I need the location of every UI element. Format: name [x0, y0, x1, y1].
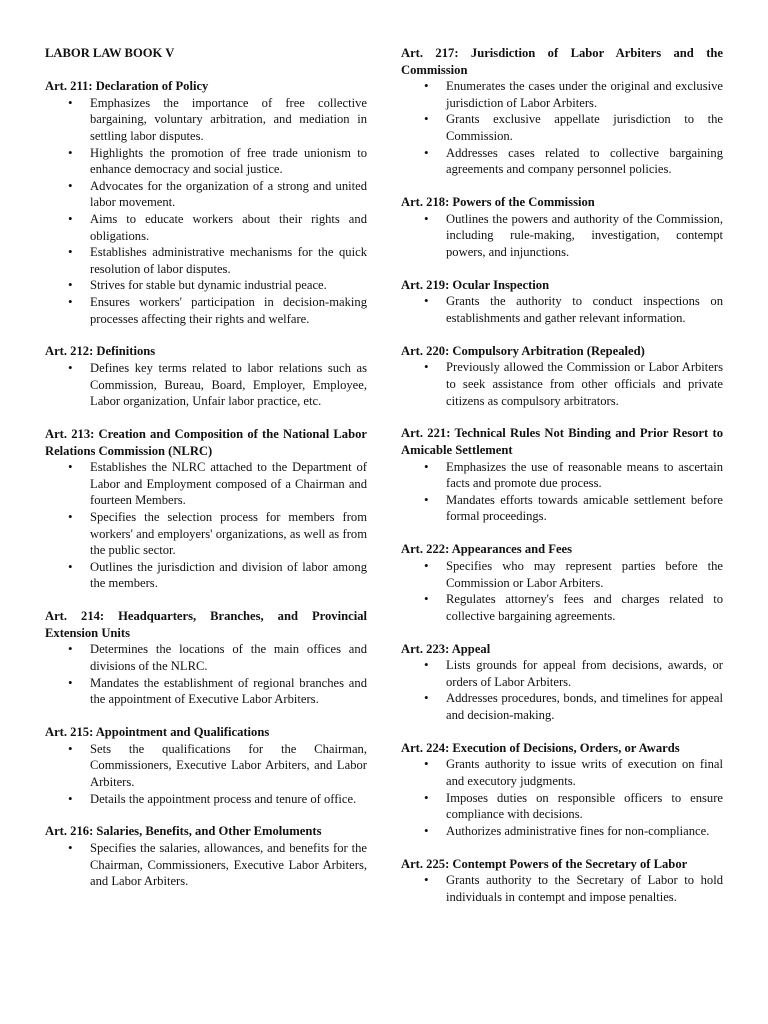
- bullet-item: • Regulates attorney's fees and charges related to collective bargaining agreements.: [401, 591, 723, 624]
- bullet-item: • Mandates efforts towards amicable settlement before formal proceedings.: [401, 492, 723, 525]
- bullet-list: [401, 459, 723, 525]
- bullet-item: • Ensures workers' participation in decision-making processes affecting their rights and welfare.: [45, 294, 367, 327]
- bullet-item: • Establishes administrative mechanisms for the quick resolution of labor disputes.: [45, 244, 367, 277]
- bullet-item: • Specifies the salaries, allowances, and benefits for the Chairman, Commissioners, Executive Labor Arbiters, and Labor Arbiters.: [45, 840, 367, 890]
- article-section: [401, 194, 723, 260]
- article-heading: Art. 217: Jurisdiction of Labor Arbiters and the Commission: [401, 46, 723, 77]
- article-heading: Art. 223: Appeal: [401, 641, 491, 656]
- bullet-item: • Enumerates the cases under the original and exclusive jurisdiction of Labor Arbiters.: [401, 78, 723, 111]
- bullet-list: [401, 558, 723, 624]
- article-section: [45, 608, 367, 708]
- bullet-item: • Grants authority to the Secretary of Labor to hold individuals in contempt and impose penalties.: [401, 872, 723, 905]
- left-column: [45, 45, 367, 906]
- bullet-item: • Emphasizes the use of reasonable means to ascertain facts and promote due process.: [401, 459, 723, 492]
- article-section: [401, 856, 723, 906]
- right-sections: [401, 45, 723, 906]
- bullet-item: • Determines the locations of the main offices and divisions of the NLRC.: [45, 641, 367, 674]
- bullet-item: • Grants the authority to conduct inspections on establishments and gather relevant information.: [401, 293, 723, 326]
- bullet-item: • Advocates for the organization of a strong and united labor movement.: [45, 178, 367, 211]
- bullet-list: [45, 95, 367, 327]
- article-heading: Art. 214: Headquarters, Branches, and Provincial Extension Units: [45, 609, 367, 640]
- bullet-item: • Specifies the selection process for members from workers' and employers' organizations, as well as from the public sector.: [45, 509, 367, 559]
- bullet-item: • Sets the qualifications for the Chairman, Commissioners, Executive Labor Arbiters, and Labor Arbiters.: [45, 741, 367, 791]
- bullet-item: • Details the appointment process and tenure of office.: [45, 791, 367, 808]
- article-section: [45, 78, 367, 327]
- bullet-list: [401, 657, 723, 723]
- article-section: [401, 277, 723, 327]
- article-heading: Art. 220: Compulsory Arbitration (Repealed): [401, 343, 645, 358]
- bullet-item: • Addresses cases related to collective bargaining agreements and company personnel policies.: [401, 145, 723, 178]
- article-section: [45, 724, 367, 807]
- article-section: [401, 541, 723, 624]
- bullet-item: • Lists grounds for appeal from decisions, awards, or orders of Labor Arbiters.: [401, 657, 723, 690]
- document-title: LABOR LAW BOOK V: [45, 46, 175, 60]
- article-section: [45, 426, 367, 592]
- bullet-list: [401, 756, 723, 839]
- bullet-list: [401, 872, 723, 905]
- article-section: [401, 425, 723, 525]
- bullet-item: • Previously allowed the Commission or Labor Arbiters to seek assistance from other officials and private citizens as compulsory arbitrators.: [401, 359, 723, 409]
- bullet-item: • Establishes the NLRC attached to the Department of Labor and Employment composed of a Chairman and fourteen Members.: [45, 459, 367, 509]
- bullet-item: • Emphasizes the importance of free collective bargaining, voluntary arbitration, and mediation in settling labor disputes.: [45, 95, 367, 145]
- article-section: [401, 343, 723, 409]
- article-heading: Art. 212: Definitions: [45, 344, 156, 359]
- article-heading: Art. 216: Salaries, Benefits, and Other Emoluments: [45, 824, 322, 839]
- article-heading: Art. 211: Declaration of Policy: [45, 79, 209, 94]
- bullet-item: • Imposes duties on responsible officers to ensure compliance with decisions.: [401, 790, 723, 823]
- bullet-item: • Authorizes administrative fines for non-compliance.: [401, 823, 723, 840]
- bullet-list: [45, 459, 367, 592]
- article-heading: Art. 225: Contempt Powers of the Secretary of Labor: [401, 856, 688, 871]
- bullet-item: • Addresses procedures, bonds, and timelines for appeal and decision-making.: [401, 690, 723, 723]
- bullet-item: • Highlights the promotion of free trade unionism to enhance democracy and social justice.: [45, 145, 367, 178]
- bullet-item: • Outlines the powers and authority of the Commission, including rule-making, investigation, contempt powers, and injunctions.: [401, 211, 723, 261]
- bullet-item: • Strives for stable but dynamic industrial peace.: [45, 277, 367, 294]
- bullet-list: [45, 840, 367, 890]
- bullet-item: • Specifies who may represent parties before the Commission or Labor Arbiters.: [401, 558, 723, 591]
- article-section: [401, 45, 723, 178]
- bullet-list: [45, 741, 367, 807]
- article-heading: Art. 219: Ocular Inspection: [401, 277, 550, 292]
- bullet-list: [401, 211, 723, 261]
- bullet-item: • Grants exclusive appellate jurisdiction to the Commission.: [401, 111, 723, 144]
- article-heading: Art. 213: Creation and Composition of the National Labor Relations Commission (NLRC): [45, 427, 367, 458]
- bullet-item: • Defines key terms related to labor relations such as Commission, Bureau, Board, Employer, Employee, Labor organization, Unfair labor practice, etc.: [45, 360, 367, 410]
- bullet-list: [401, 78, 723, 178]
- article-heading: Art. 222: Appearances and Fees: [401, 542, 573, 557]
- bullet-list: [401, 293, 723, 326]
- article-section: [401, 641, 723, 724]
- article-heading: Art. 215: Appointment and Qualifications: [45, 725, 270, 740]
- left-sections: [45, 78, 367, 890]
- bullet-list: [45, 360, 367, 410]
- article-section: [45, 823, 367, 889]
- article-section: [401, 740, 723, 840]
- bullet-list: [45, 641, 367, 707]
- bullet-item: • Grants authority to issue writs of execution on final and executory judgments.: [401, 756, 723, 789]
- article-heading: Art. 218: Powers of the Commission: [401, 195, 595, 210]
- article-section: [45, 343, 367, 409]
- bullet-item: • Outlines the jurisdiction and division of labor among the members.: [45, 559, 367, 592]
- article-heading: Art. 221: Technical Rules Not Binding and Prior Resort to Amicable Settlement: [401, 426, 723, 458]
- right-column: [401, 45, 723, 922]
- bullet-item: • Aims to educate workers about their rights and obligations.: [45, 211, 367, 244]
- bullet-list: [401, 359, 723, 409]
- article-heading: Art. 224: Execution of Decisions, Orders, or Awards: [401, 740, 680, 755]
- bullet-item: • Mandates the establishment of regional branches and the appointment of Executive Labor Arbiters.: [45, 675, 367, 708]
